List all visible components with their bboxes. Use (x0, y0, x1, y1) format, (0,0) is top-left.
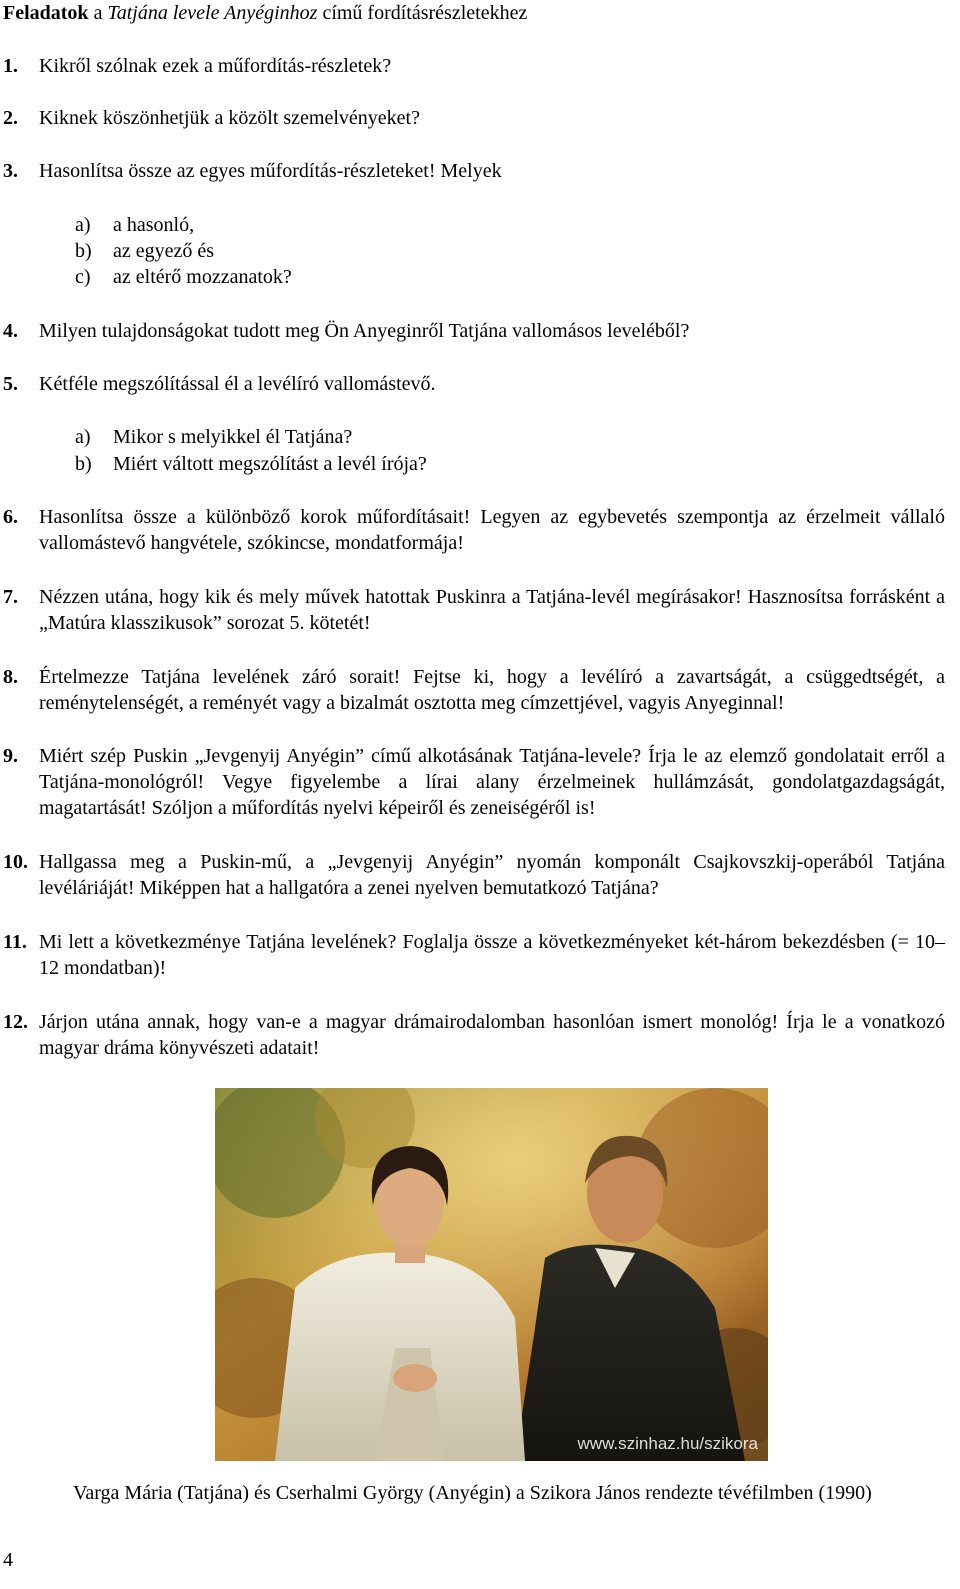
question-number: 10. (3, 851, 28, 873)
sub-letter: a) (75, 214, 91, 236)
photo-caption: Varga Mária (Tatjána) és Cserhalmi György (Anyégin) a Szikora János rendezte tévéfilmben (1990) (73, 1482, 872, 1504)
photo-watermark: www.szinhaz.hu/szikora (577, 1434, 758, 1453)
sub-item (75, 238, 214, 264)
question-text: Hasonlítsa össze a különböző korok műfordításait! Legyen az egybevetés szempontja az érzelmeit vállaló vallomástevő hangvétele, szókincse, mondatformája! (39, 506, 945, 554)
question-text: Hasonlítsa össze az egyes műfordítás-részleteket! Melyek (39, 160, 502, 182)
question-3 (0, 158, 945, 184)
sub-text: Mikor s melyikkel él Tatjána? (113, 426, 353, 448)
question-7 (0, 584, 945, 636)
sub-letter: b) (75, 453, 92, 475)
sub-text: a hasonló, (113, 214, 195, 236)
question-8 (0, 664, 945, 716)
question-number: 7. (3, 586, 18, 608)
question-text: Miért szép Puskin „Jevgenyij Anyégin” című alkotásának Tatjána-levele? Írja le az elemző gondolatait erről a Tatjána-monológról! Vegye figyelembe a lírai alany érzelmeinek hullámzását, gondolatgazdagságát, magatartását! Szóljon a műfordítás nyelvi képeiről és zeneiségéről is! (39, 745, 945, 819)
question-5 (0, 371, 945, 397)
sub-text: az egyező és (113, 240, 215, 262)
question-4 (0, 318, 945, 344)
question-number: 12. (3, 1011, 28, 1033)
sub-item (75, 212, 194, 238)
question-text: Kiknek köszönhetjük a közölt szemelvényeket? (39, 107, 420, 129)
question-number: 6. (3, 506, 18, 528)
question-text: Kikről szólnak ezek a műfordítás-részletek? (39, 55, 392, 77)
sub-letter: b) (75, 240, 92, 262)
question-text: Nézzen utána, hogy kik és mely művek hatottak Puskinra a Tatjána-levél megírásakor! Hasznosítsa forrásként a „Matúra klasszikusok” sorozat 5. kötetét! (39, 586, 945, 634)
sub-text: Miért váltott megszólítást a levél írója? (113, 453, 427, 475)
question-9 (0, 743, 945, 821)
sub-text: az eltérő mozzanatok? (113, 266, 292, 288)
question-number: 5. (3, 373, 18, 395)
question-number: 2. (3, 107, 18, 129)
title-italic: Tatjána levele Anyéginhoz (107, 2, 318, 24)
title-pre: a (88, 2, 108, 24)
question-text: Értelmezze Tatjána levelének záró sorait! Fejtse ki, hogy a levélíró a zavartságát, a csüggedtségét, a reménytelenségét, a reményét vagy a bizalmát osztotta meg címzettjével, vagyis Anyeginnal! (39, 666, 945, 714)
question-text: Kétféle megszólítással él a levélíró vallomástevő. (39, 373, 436, 395)
page-number: 4 (3, 1549, 13, 1571)
question-1 (0, 53, 945, 79)
question-number: 1. (3, 55, 18, 77)
title-post: című fordításrészletekhez (317, 2, 528, 24)
photo-illustration (215, 1088, 768, 1461)
sub-letter: c) (75, 266, 91, 288)
question-10 (0, 849, 945, 901)
page-title (3, 0, 943, 26)
question-number: 8. (3, 666, 18, 688)
question-text: Mi lett a következménye Tatjána levelének? Foglalja össze a következményeket két-három bekezdésben (= 10–12 mondatban)! (39, 931, 945, 979)
question-11 (0, 929, 945, 981)
sub-letter: a) (75, 426, 91, 448)
question-6 (0, 504, 945, 556)
sub-item (75, 424, 352, 450)
question-text: Hallgassa meg a Puskin-mű, a „Jevgenyij Anyégin” nyomán komponált Csajkovszkij-operából Tatjána levéláriáját! Miképpen hat a hallgatóra a zenei nyelven bemutatkozó Tatjána? (39, 851, 945, 899)
question-number: 3. (3, 160, 18, 182)
question-12 (0, 1009, 945, 1061)
question-2 (0, 105, 945, 131)
sub-item (75, 264, 292, 290)
film-still-photo (215, 1088, 768, 1461)
question-number: 9. (3, 745, 18, 767)
question-number: 4. (3, 320, 18, 342)
question-text: Milyen tulajdonságokat tudott meg Ön Anyeginről Tatjána vallomásos leveléből? (39, 320, 690, 342)
title-bold: Feladatok (3, 2, 89, 24)
sub-item (75, 451, 427, 477)
question-text: Járjon utána annak, hogy van-e a magyar drámairodalomban hasonlóan ismert monológ! Írja le a vonatkozó magyar dráma könyvészeti adatait! (39, 1011, 945, 1059)
question-number: 11. (3, 931, 27, 953)
